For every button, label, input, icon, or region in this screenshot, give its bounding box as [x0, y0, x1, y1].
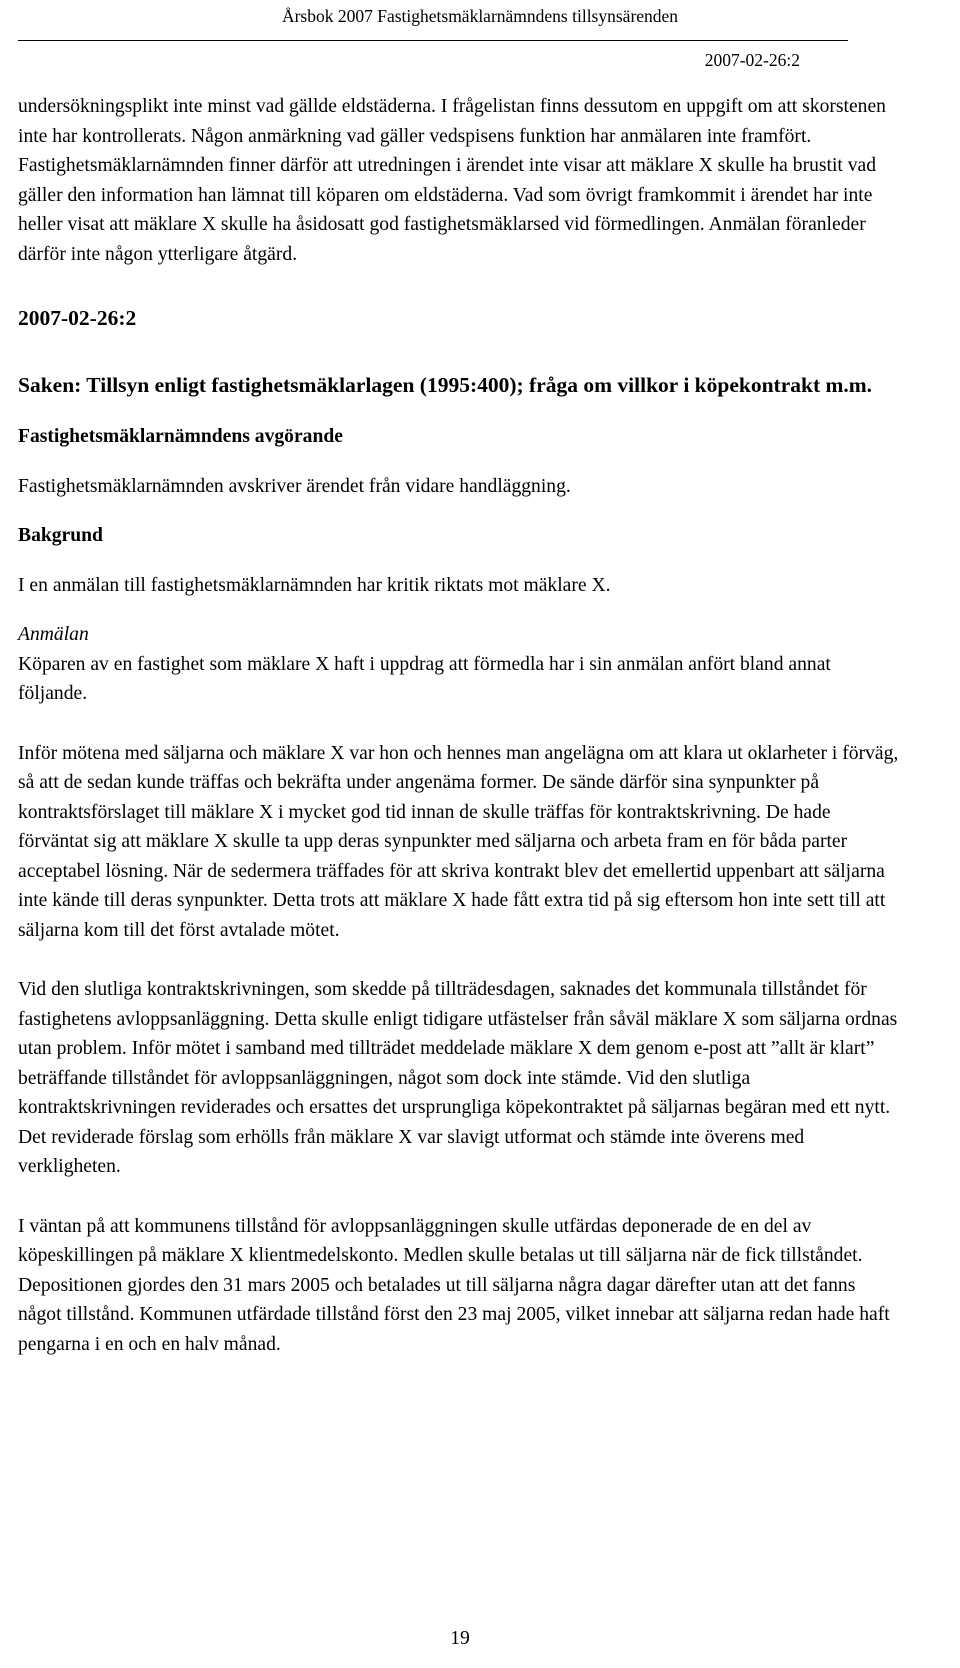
case-title: Saken: Tillsyn enligt fastighetsmäklarlagen (1995:400); fråga om villkor i köpekontrakt m.m.	[18, 373, 873, 397]
page-number: 19	[450, 1628, 470, 1649]
case-number: 2007-02-26:2	[18, 306, 137, 330]
report-paragraph: Köparen av en fastighet som mäklare X haft i uppdrag att förmedla har i sin anmälan anfört bland annat följande.	[18, 653, 831, 704]
background-text: I en anmälan till fastighetsmäklarnämnden har kritik riktats mot mäklare X.	[18, 574, 611, 596]
background-heading: Bakgrund	[18, 525, 103, 546]
intro-paragraph: undersökningsplikt inte minst vad gällde eldstäderna. I frågelistan finns dessutom en uppgift om att skorstenen inte har kontrollerats. Någon anmärkning vad gäller vedspisens funktion har anmälaren inte framfört. Fastighetsmäklarnämnden finner därför att utredningen i ärendet inte visar att mäklare X skulle ha brustit vad gäller den information han lämnat till köparen om eldstäderna. Vad som övrigt framkommit i ärendet har inte heller visat att mäklare X skulle ha åsidosatt god fastighetsmäklarsed vid förmedlingen. Anmälan föranleder därför inte någon ytterligare åtgärd.	[18, 96, 886, 265]
header-divider	[18, 40, 848, 41]
document-body	[18, 92, 903, 1359]
decision-heading: Fastighetsmäklarnämndens avgörande	[18, 426, 343, 447]
report-paragraph: Vid den slutliga kontraktskrivningen, som skedde på tillträdesdagen, saknades det kommunala tillståndet för fastighetens avloppsanläggning. Detta skulle enligt tidigare utfästelser från såväl mäklare X som säljarna ordnas utan problem. Inför mötet i samband med tillträdet meddelade mäklare X dem genom e-post att ”allt är klart” beträffande tillståndet för avloppsanläggningen, något som dock inte stämde. Vid den slutliga kontraktskrivningen reviderades och ersattes det ursprungliga köpekontraktet på säljarnas begäran med ett nytt. Det reviderade förslag som erhölls från mäklare X var slavigt utformat och stämde inte överens med verkligheten.	[18, 979, 898, 1177]
running-header-title: Årsbok 2007 Fastighetsmäklarnämndens tillsynsärenden	[281, 6, 679, 26]
decision-text: Fastighetsmäklarnämnden avskriver ärendet från vidare handläggning.	[18, 475, 571, 497]
report-paragraph: Inför mötena med säljarna och mäklare X var hon och hennes man angelägna om att klara ut oklarheter i förväg, så att de sedan kunde träffas och bekräfta under angenäma former. De sände därför sina synpunkter på kontraktsförslaget till mäklare X i mycket god tid innan de skulle träffas för kontraktskrivning. De hade förväntat sig att mäklare X skulle ta upp deras synpunkter med säljarna och arbeta fram en för båda parter acceptabel lösning. När de sedermera träffades för att skriva kontrakt blev det emellertid uppenbart att säljarna inte kände till deras synpunkter. Detta trots att mäklare X hade fått extra tid på sig eftersom hon inte sett till att säljarna kom till det först avtalade mötet.	[18, 742, 899, 941]
report-heading: Anmälan	[18, 624, 89, 645]
header-case-reference: 2007-02-26:2	[704, 50, 800, 70]
report-paragraph: I väntan på att kommunens tillstånd för avloppsanläggningen skulle utfärdas deponerade de en del av köpeskillingen på mäklare X klientmedelskonto. Medlen skulle betalas ut till säljarna när de fick tillståndet. Depositionen gjordes den 31 mars 2005 och betalades ut till säljarna några dagar därefter utan att det fanns något tillstånd. Kommunen utfärdade tillstånd först den 23 maj 2005, vilket innebar att säljarna redan hade haft pengarna i en och en halv månad.	[18, 1215, 890, 1355]
